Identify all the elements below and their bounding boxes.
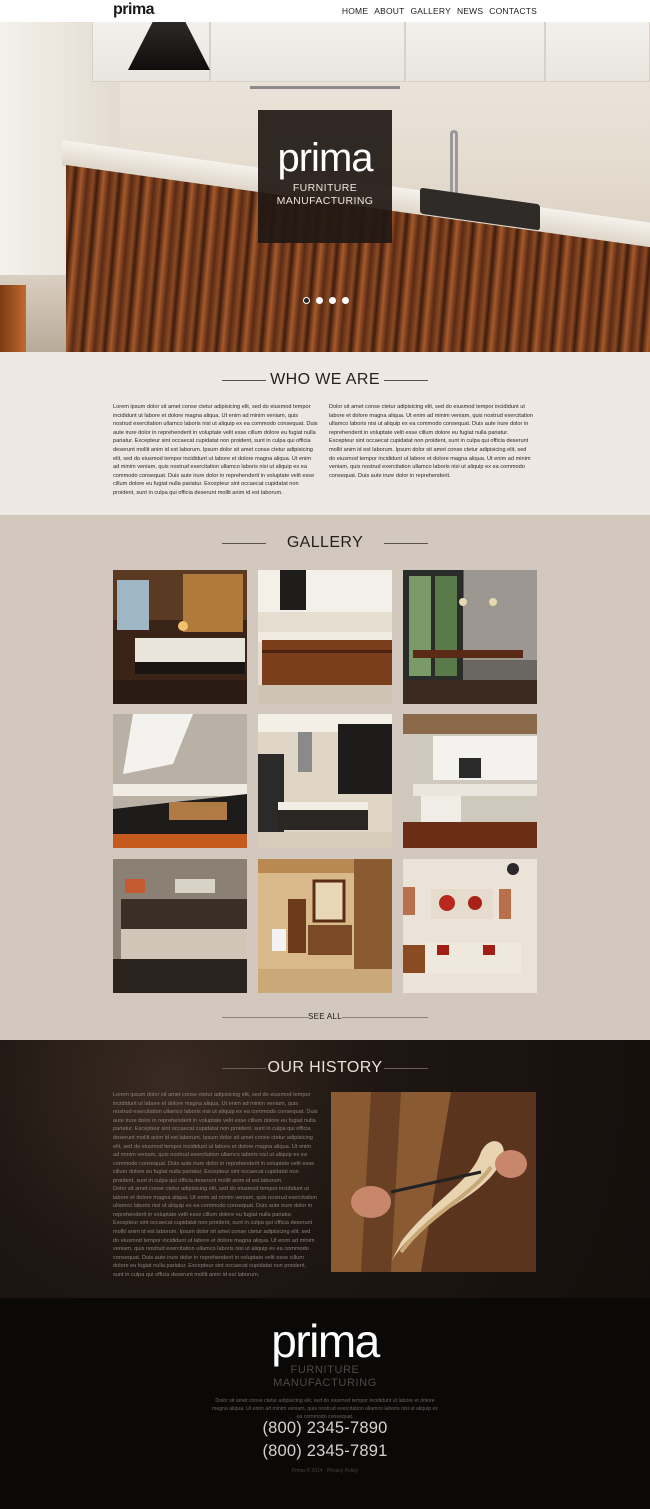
footer-brand-name: prima — [271, 1315, 379, 1367]
who-we-are-text-right: Dolor sit amet conse ctetur adipisicing elit, sed do eiusmod tempor incididunt ut labore et dolore magna aliqua. Ut enim ad minim veniam, quis nostrud exercitation ullamco laboris nisi ut aliquip ex ea commodo consequat. Duis aute irure dolor in reprehenderit in voluptate velit esse cillum dolore eu fugiat nulla pariatur. Excepteur sint occaecat cupidatat non proident, sunt in culpa qui officia deserunt mollit anim id est laborum. Ipsum dolor sit amet conse ctetur adipisicing elit, sed do eiusmod tempor incididunt ut labore et dolore magna aliqua. Ut enim ad minim veniam, quis nostrud exercitation ullamco laboris nisi ut aliquip ex ea commodo consequat. Duis aute irure dolor in reprehenderit. — [329, 404, 533, 479]
see-all-link-wrap — [0, 1012, 650, 1021]
copyright: Prima © 2014 · Privacy Policy — [291, 1468, 359, 1474]
divider-line — [384, 543, 428, 544]
nav-about[interactable]: ABOUT — [374, 6, 405, 16]
hero-rail — [250, 86, 400, 89]
gallery-tile-kitchen[interactable] — [258, 570, 392, 704]
our-history-heading — [0, 1059, 650, 1077]
hero-tagline-1: FURNITURE — [292, 182, 358, 194]
who-we-are-section — [0, 352, 650, 515]
our-history-section — [0, 1040, 650, 1298]
gallery-tile-living-room[interactable] — [403, 859, 537, 993]
nav-home[interactable]: HOME — [341, 6, 369, 16]
divider-line — [222, 380, 266, 381]
gallery-tile-open-kitchen[interactable] — [403, 714, 537, 848]
divider-line — [222, 543, 266, 544]
hero-tagline-2: MANUFACTURING — [276, 195, 374, 207]
hero-chair — [0, 285, 26, 352]
phone-number-2[interactable]: (800) 2345-7891 — [262, 1442, 388, 1460]
gallery-tile-modern-kitchen[interactable] — [258, 714, 392, 848]
hero-slider — [0, 0, 650, 352]
divider-line — [222, 1068, 266, 1069]
logo[interactable]: prima — [113, 1, 155, 18]
hero-faucet — [450, 130, 458, 200]
slider-dot[interactable] — [303, 297, 310, 304]
who-we-are-heading — [0, 371, 650, 389]
gallery-title: GALLERY — [286, 534, 364, 551]
woodcarver-image — [331, 1092, 536, 1272]
slider-dot[interactable] — [342, 297, 349, 304]
gallery-tile-dining-room[interactable] — [403, 570, 537, 704]
slider-dot[interactable] — [316, 297, 323, 304]
divider-line — [384, 1068, 428, 1069]
see-all-link[interactable]: SEE ALL — [307, 1012, 343, 1021]
who-we-are-title: WHO WE ARE — [270, 371, 380, 388]
footer-text: Dolor sit amet conse ctetur adipisicing elit, sed do eiusmod tempor incididunt ut labore et dolore magna aliqua. Ut enim ad minim veniam, quis nostrud exercitation ullamco laboris nisi ut aliquip ex ea commodo consequat. — [211, 1398, 439, 1420]
our-history-title: OUR HISTORY — [267, 1059, 383, 1076]
phone-number-1[interactable]: (800) 2345-7890 — [262, 1419, 388, 1437]
slider-pagination — [303, 297, 349, 304]
our-history-text-2: Dolor sit amet conse ctetur adipisicing elit, sed do eiusmod tempor incididunt ut labore et dolore magna aliqua. Ut enim ad minim veniam, quis nostrud exercitation ullamco laboris nisi ut aliquip ex ea commodo consequat. Duis aute irure dolor in reprehenderit in voluptate velit esse cillum dolore eu fugiat nulla pariatur. Excepteur sint occaecat cupidatat non proident, sunt in culpa qui officia deserunt mollit anim id est laborum. Ipsum dolor sit amet conse ctetur adipisicing elit, sed do eiusmod tempor incididunt ut labore et dolore magna aliqua. Ut enim ad minim veniam, quis nostrud exercitation ullamco laboris nisi ut aliquip ex ea commodo consequat. Duis aute irure dolor in reprehenderit in voluptate velit esse cillum dolore eu fugiat nulla pariatur. Excepteur sint occaecat cupidatat non proident, sunt in culpa qui officia deserunt mollit anim id est laborum. — [113, 1186, 317, 1278]
gallery-tile-kitchen-skylight[interactable] — [113, 714, 247, 848]
gallery-heading — [0, 534, 650, 552]
our-history-text-1: Lorem ipsum dolor sit amet conse ctetur adipisicing elit, sed do eiusmod tempor incididunt ut labore et dolore magna aliqua. Ut enim ad minim veniam, quis nostrud exercitation ullamco laboris nisi ut aliquip ex ea commodo consequat. Duis aute irure dolor in reprehenderit in voluptate velit esse cillum dolore eu fugiat nulla pariatur. Excepteur sint occaecat cupidatat non proident, sunt in culpa qui officia deserunt mollit anim id est laborum. Ipsum dolor sit amet conse ctetur adipisicing elit, sed do eiusmod tempor incididunt ut labore et dolore magna aliqua. Ut enim ad minim veniam, quis nostrud exercitation ullamco laboris nisi ut aliquip ex ea commodo consequat. Duis aute irure dolor in reprehenderit in voluptate velit esse cillum dolore eu fugiat nulla pariatur. Excepteur sint occaecat cupidatat non proident, sunt in culpa qui officia deserunt mollit anim id est laborum. — [113, 1092, 318, 1184]
hero-brand-badge — [258, 110, 392, 243]
slider-dot[interactable] — [329, 297, 336, 304]
gallery-section — [0, 515, 650, 1040]
gallery-tile-bedroom[interactable] — [113, 570, 247, 704]
divider-line — [222, 1017, 308, 1018]
hero-brand-name: prima — [277, 136, 373, 180]
nav-contacts[interactable]: CONTACTS — [489, 6, 537, 16]
nav-news[interactable]: NEWS — [456, 6, 484, 16]
footer — [0, 1298, 650, 1509]
gallery-tile-bedroom-dark[interactable] — [113, 859, 247, 993]
divider-line — [342, 1017, 428, 1018]
main-nav — [342, 6, 537, 16]
nav-gallery[interactable]: GALLERY — [410, 6, 451, 16]
gallery-tile-bathroom[interactable] — [258, 859, 392, 993]
top-navbar — [0, 0, 650, 22]
footer-tagline-2: MANUFACTURING — [273, 1377, 377, 1389]
divider-line — [384, 380, 428, 381]
who-we-are-text-left: Lorem ipsum dolor sit amet conse ctetur adipisicing elit, sed do eiusmod tempor incididunt ut labore et dolore magna aliqua. Ut enim ad minim veniam, quis nostrud exercitation ullamco laboris nisi ut aliquip ex ea commodo consequat. Duis aute irure dolor in reprehenderit in voluptate velit esse cillum dolore eu fugiat nulla pariatur. Excepteur sint occaecat cupidatat non proident, sunt in culpa qui officia deserunt mollit anim id est laborum. Ipsum dolor sit amet conse ctetur adipisicing elit, sed do eiusmod tempor incididunt ut labore et dolore magna aliqua. Ut enim ad minim veniam, quis nostrud exercitation ullamco laboris nisi ut aliquip ex ea commodo consequat. Duis aute irure dolor in reprehenderit in voluptate velit esse cillum dolore eu fugiat nulla pariatur. Excepteur sint occaecat cupidatat non proident, sunt in culpa qui officia deserunt mollit anim id est laborum. — [113, 404, 318, 496]
footer-tagline-1: FURNITURE — [290, 1364, 360, 1376]
